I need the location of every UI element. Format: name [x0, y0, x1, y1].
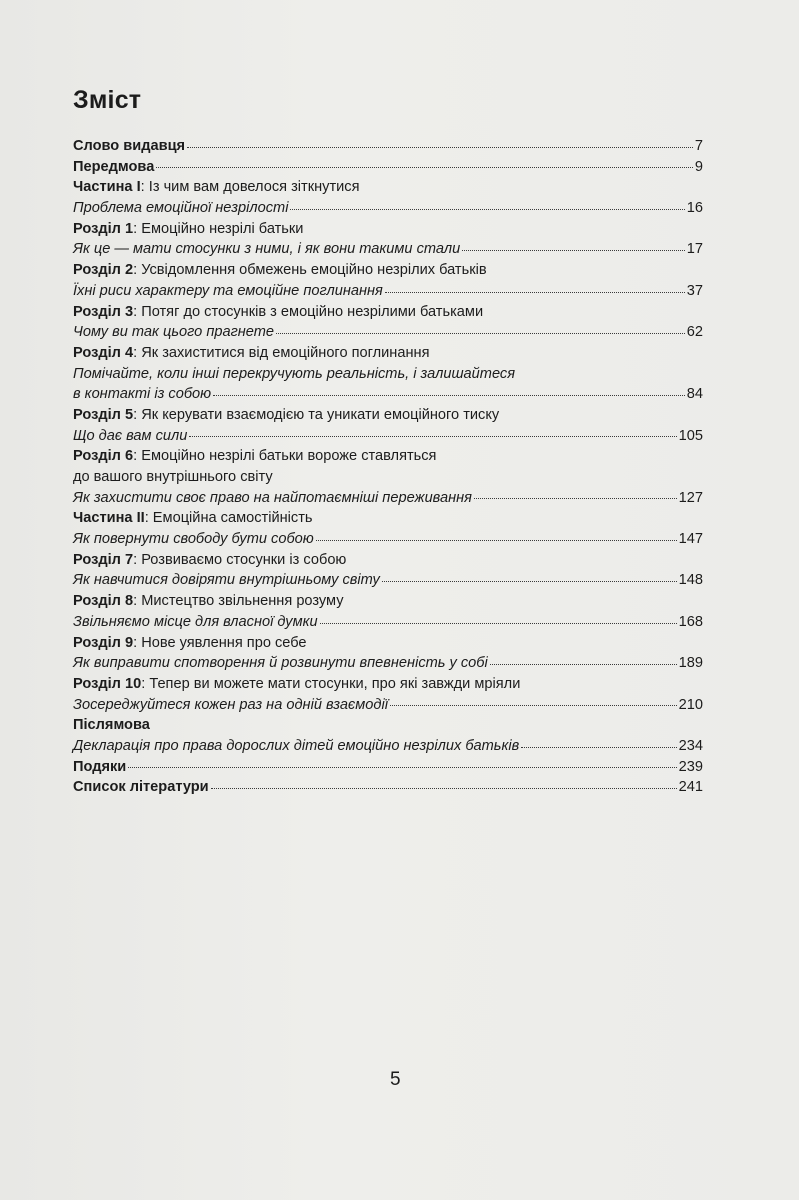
- dot-leader: [474, 498, 677, 499]
- toc-entry-literatura[interactable]: [73, 777, 703, 798]
- toc-page-number: 168: [678, 613, 703, 630]
- toc-page-number: 16: [686, 200, 703, 217]
- dot-leader: [390, 705, 677, 706]
- toc-heading-ch3: [73, 302, 703, 323]
- toc-entry-ch3[interactable]: [73, 322, 703, 343]
- toc-heading-title: : Емоційно незрілі батьки: [133, 220, 304, 237]
- toc-page-number: 127: [678, 489, 703, 506]
- toc-page-number: 105: [678, 427, 703, 444]
- toc-entry-subtitle: Помічайте, коли інші перекручують реальність, і залишайтеся: [73, 365, 515, 382]
- toc-prefix: Розділ 9: [73, 634, 134, 651]
- toc-page-number: 148: [678, 572, 703, 589]
- dot-leader: [211, 788, 677, 789]
- toc-entry-subtitle: Як це — мати стосунки з ними, і як вони такими стали: [73, 241, 461, 258]
- toc-entry-ch5[interactable]: [73, 426, 703, 447]
- toc-entry-subtitle: Що дає вам сили: [73, 427, 188, 444]
- toc-page-number: 62: [686, 324, 703, 341]
- toc-entry-part1[interactable]: [73, 198, 703, 219]
- toc-heading-title: : Мистецтво звільнення розуму: [133, 593, 344, 610]
- toc-entry-ch1[interactable]: [73, 239, 703, 260]
- dot-leader: [385, 292, 685, 293]
- page-number: 5: [390, 1069, 401, 1090]
- dot-leader: [276, 333, 685, 334]
- toc-entry-subtitle: Звільняємо місце для власної думки: [73, 613, 318, 630]
- dot-leader: [189, 436, 676, 437]
- dot-leader: [320, 623, 677, 624]
- toc-entry-subtitle: Зосереджуйтеся кожен раз на одній взаємодії: [73, 696, 388, 713]
- toc-prefix: Розділ 6: [73, 448, 134, 465]
- dot-leader: [187, 147, 693, 148]
- toc-page-number: 239: [678, 758, 703, 775]
- toc-heading-title: : Розвиваємо стосунки із собою: [133, 551, 347, 568]
- dot-leader: [382, 581, 677, 582]
- toc-heading-title: : Як керувати взаємодією та уникати емоційного тиску: [133, 406, 500, 423]
- toc-prefix: Розділ 3: [73, 303, 134, 320]
- toc-page-number: 9: [694, 158, 703, 175]
- toc-heading-ch6: [73, 446, 703, 467]
- toc-entry-podyaky[interactable]: [73, 757, 703, 778]
- toc-prefix: Розділ 10: [73, 675, 142, 692]
- toc-page-number: 7: [694, 138, 703, 154]
- toc-entry-ch4[interactable]: [73, 384, 703, 405]
- toc-prefix: Частина ІІ: [73, 510, 145, 527]
- toc-entry-ch2[interactable]: [73, 281, 703, 302]
- dot-leader: [290, 209, 684, 210]
- dot-leader: [213, 395, 685, 396]
- dot-leader: [128, 767, 676, 768]
- toc-entry-peredmova[interactable]: [73, 157, 703, 178]
- toc-entry-subtitle: Як повернути свободу бути собою: [73, 531, 314, 548]
- toc-entry-label: Слово видавця: [73, 138, 186, 154]
- toc-entry-label: Передмова: [73, 158, 155, 175]
- dot-leader: [462, 250, 685, 251]
- toc-entry-slovo[interactable]: [73, 136, 703, 157]
- toc-heading-pislyamova: Післямова: [73, 717, 150, 734]
- toc-entry-subtitle: Чому ви так цього прагнете: [73, 324, 275, 341]
- toc-prefix: Розділ 1: [73, 220, 134, 237]
- toc-entry-pislyamova[interactable]: [73, 736, 703, 757]
- toc-prefix: Розділ 4: [73, 344, 134, 361]
- toc-entry-subtitle: Як виправити спотворення й розвинути впевненість у собі: [73, 655, 488, 672]
- dot-leader: [316, 540, 677, 541]
- toc-heading-ch4: [73, 343, 703, 364]
- toc-entry-ch10[interactable]: [73, 695, 703, 716]
- toc-page-number: 210: [678, 696, 703, 713]
- toc-entry-subtitle: в контакті із собою: [73, 386, 212, 403]
- toc-entry-subtitle: Декларація про права дорослих дітей емоційно незрілих батьків: [73, 737, 520, 754]
- toc-entry-subtitle: Їхні риси характеру та емоційне поглинання: [73, 282, 383, 299]
- page-title: Зміст: [73, 86, 142, 114]
- toc-heading-ch8: [73, 591, 703, 612]
- toc-page-number: 234: [678, 737, 703, 754]
- toc-heading-title: : Емоційно незрілі батьки вороже ставляться: [133, 448, 437, 465]
- toc-entry-subtitle: Як навчитися довіряти внутрішньому світу: [73, 572, 380, 589]
- toc-heading-title: : Із чим вам довелося зіткнутися: [140, 179, 360, 196]
- toc-heading-title: : Нове уявлення про себе: [133, 634, 307, 651]
- toc-entry-subtitle: Проблема емоційної незрілості: [73, 200, 289, 217]
- toc-heading-ch2: [73, 260, 703, 281]
- toc-heading-part1: [73, 177, 703, 198]
- toc-entry-label: Список літератури: [73, 779, 209, 796]
- toc-heading-title: до вашого внутрішнього світу: [73, 469, 273, 485]
- toc-entry-ch9[interactable]: [73, 653, 703, 674]
- toc-entry-ch7[interactable]: [73, 570, 703, 591]
- toc-prefix: Розділ 2: [73, 262, 134, 279]
- toc-entry-part2[interactable]: [73, 529, 703, 550]
- toc-entry-ch8[interactable]: [73, 612, 703, 633]
- toc-page-number: 37: [686, 282, 703, 299]
- toc-page-number: 241: [678, 779, 703, 796]
- toc-prefix: Частина І: [73, 179, 141, 196]
- toc-heading-part2: [73, 508, 703, 529]
- toc-heading-ch7: [73, 550, 703, 571]
- toc-prefix: Розділ 5: [73, 406, 134, 423]
- toc-heading-title: : Усвідомлення обмежень емоційно незрілих батьків: [133, 262, 487, 279]
- toc-page-number: 84: [686, 386, 703, 403]
- toc-page-number: 17: [686, 241, 703, 258]
- toc-entry-ch6[interactable]: [73, 488, 703, 509]
- dot-leader: [156, 167, 693, 168]
- toc-heading-ch10: [73, 674, 703, 695]
- toc-heading-title: : Потяг до стосунків з емоційно незрілими батьками: [133, 303, 484, 320]
- toc-heading-title: : Як захиститися від емоційного поглинання: [133, 344, 430, 361]
- dot-leader: [490, 664, 677, 665]
- toc-prefix: Розділ 8: [73, 593, 134, 610]
- toc-page-number: 189: [678, 655, 703, 672]
- table-of-contents: [73, 136, 703, 798]
- dot-leader: [521, 747, 676, 748]
- toc-heading-ch5: [73, 405, 703, 426]
- toc-prefix: Розділ 7: [73, 551, 134, 568]
- toc-heading-title: : Емоційна самостійність: [144, 510, 313, 527]
- toc-heading-ch1: [73, 219, 703, 240]
- toc-heading-title: : Тепер ви можете мати стосунки, про які завжди мріяли: [141, 675, 521, 692]
- toc-entry-subtitle: Як захистити своє право на найпотаємніші переживання: [73, 489, 472, 506]
- toc-heading-ch9: [73, 633, 703, 654]
- toc-page-number: 147: [678, 531, 703, 548]
- toc-entry-label: Подяки: [73, 758, 127, 775]
